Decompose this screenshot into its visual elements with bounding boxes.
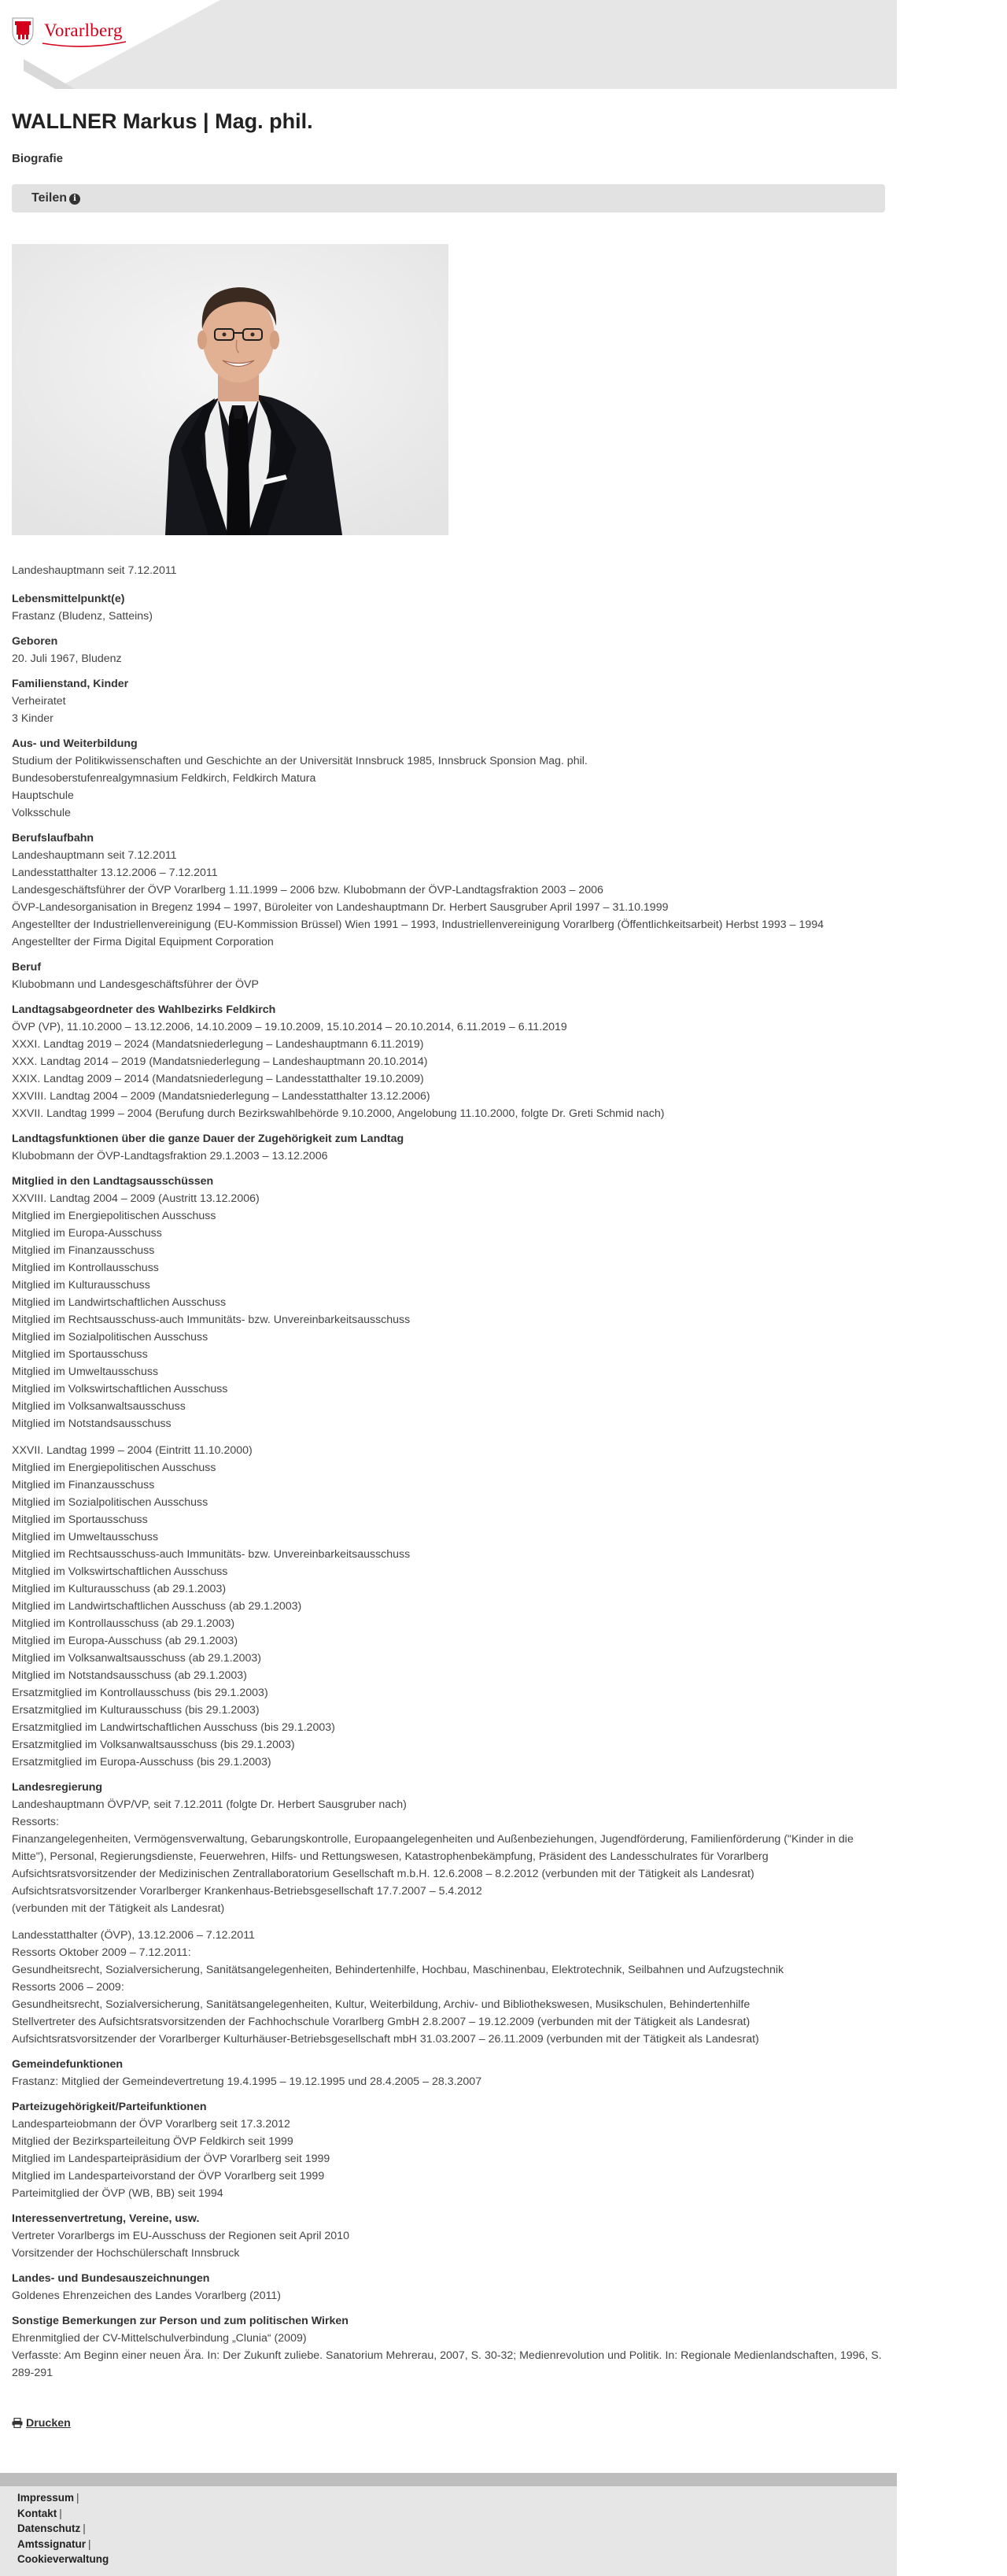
section-line: Mitglied im Notstandsausschuss: [12, 1417, 172, 1430]
section-line: Verfasste: Am Beginn einer neuen Ära. In: Der Zukunft zuliebe. Sanatorium Mehrerau, 2007, S. 30-32; Medienrevolution und Politik. In: Regionale Medienlandschaften, 1996, S. 289-291: [12, 2349, 882, 2379]
bio-section: [12, 633, 885, 667]
coat-of-arms-icon: [11, 16, 35, 46]
section-line: Landeshauptmann ÖVP/VP, seit 7.12.2011 (folgte Dr. Herbert Sausgruber nach): [12, 1798, 407, 1811]
section-line: Mitglied im Energiepolitischen Ausschuss: [12, 1210, 216, 1222]
section-line: ÖVP-Landesorganisation in Bregenz 1994 – 1997, Büroleiter von Landeshauptmann Dr. Herbert Sausgruber April 1997 – 31.10.1999: [12, 901, 669, 914]
section-line: Parteimitglied der ÖVP (WB, BB) seit 1994: [12, 2187, 223, 2200]
section-line: Aufsichtsratsvorsitzender der Medizinischen Zentrallaboratorium Gesellschaft m.b.H. 12.6.2008 – 8.2.2012 (verbunden mit der Tätigkeit als Landesrat): [12, 1868, 754, 1880]
section-line: Ressorts Oktober 2009 – 7.12.2011:: [12, 1946, 191, 1959]
share-label: Teilen: [31, 191, 68, 205]
section-line: Mitglied im Europa-Ausschuss: [12, 1227, 162, 1240]
print-label: Drucken: [26, 2417, 71, 2430]
biography: [12, 562, 885, 2389]
bio-section: [12, 2312, 885, 2382]
bio-section: [12, 1001, 885, 1122]
section-line: XXXI. Landtag 2019 – 2024 (Mandatsniederlegung – Landeshauptmann 6.11.2019): [12, 1038, 424, 1051]
section-line: Mitglied im Sportausschuss: [12, 1513, 148, 1526]
section-line: Angestellter der Industriellenvereinigung (EU-Kommission Brüssel) Wien 1991 – 1993, Industriellenvereinigung Vorarlberg (Öffentlichkeitsarbeit) Herbst 1993 – 1994: [12, 918, 824, 931]
section-line: Volksschule: [12, 807, 71, 819]
section-line: Mitglied im Notstandsausschuss (ab 29.1.2003): [12, 1669, 247, 1682]
section-heading: Beruf: [12, 961, 42, 974]
section-line: Ressorts:: [12, 1816, 59, 1828]
section-line: Mitglied im Landesparteipräsidium der ÖVP Vorarlberg seit 1999: [12, 2153, 330, 2165]
section-line: 3 Kinder: [12, 712, 53, 725]
section-line: Mitglied im Volkswirtschaftlichen Ausschuss: [12, 1383, 228, 1395]
bio-section: [12, 735, 885, 822]
logo-swoosh: [41, 41, 127, 49]
section-line: XXIX. Landtag 2009 – 2014 (Mandatsniederlegung – Landesstatthalter 19.10.2009): [12, 1073, 424, 1085]
footer-link-amtssignatur[interactable]: Amtssignatur: [17, 2537, 87, 2550]
section-line: Gesundheitsrecht, Sozialversicherung, Sanitätsangelegenheiten, Behindertenhilfe, Hochbau, Maschinenbau, Elektrotechnik, Seilbahnen und Aufzugstechnik: [12, 1964, 784, 1976]
footer-divider: [0, 2473, 897, 2486]
block-gap: [12, 1917, 885, 1927]
bio-section: [12, 2098, 885, 2202]
bio-section: [12, 590, 885, 625]
section-line: XXVIII. Landtag 2004 – 2009 (Austritt 13.12.2006): [12, 1192, 260, 1205]
section-line: Mitglied im Umweltausschuss: [12, 1531, 159, 1543]
section-line: Ersatzmitglied im Europa-Ausschuss (bis 29.1.2003): [12, 1756, 271, 1768]
footer-item-datenschutz: [17, 2521, 109, 2537]
page-title: WALLNER Markus | Mag. phil.: [12, 109, 313, 133]
section-line: Mitglied im Sozialpolitischen Ausschuss: [12, 1331, 208, 1343]
logo-text: Vorarlberg: [44, 20, 123, 40]
section-line: Mitglied im Kontrollausschuss: [12, 1262, 159, 1274]
section-line: Ersatzmitglied im Volksanwaltsausschuss (bis 29.1.2003): [12, 1739, 295, 1751]
section-line: Ehrenmitglied der CV-Mittelschulverbindung „Clunia“ (2009): [12, 2332, 307, 2345]
site-header: [0, 0, 897, 89]
section-line: Mitglied im Europa-Ausschuss (ab 29.1.2003): [12, 1635, 238, 1647]
section-line: Mitglied im Finanzausschuss: [12, 1479, 155, 1491]
section-heading: Aus- und Weiterbildung: [12, 737, 138, 750]
section-line: Landesgeschäftsführer der ÖVP Vorarlberg 1.11.1999 – 2006 bzw. Klubobmann der ÖVP-Landtagsfraktion 2003 – 2006: [12, 884, 603, 896]
section-heading: Parteizugehörigkeit/Parteifunktionen: [12, 2101, 207, 2113]
section-line: ÖVP (VP), 11.10.2000 – 13.12.2006, 14.10.2009 – 19.10.2009, 15.10.2014 – 20.10.2014, 6.11.2019 – 6.11.2019: [12, 1021, 567, 1033]
section-line: Hauptschule: [12, 789, 74, 802]
section-heading: Sonstige Bemerkungen zur Person und zum politischen Wirken: [12, 2315, 349, 2327]
print-icon: [12, 2418, 23, 2428]
section-line: Vorsitzender der Hochschülerschaft Innsbruck: [12, 2247, 240, 2260]
section-line: Klubobmann der ÖVP-Landtagsfraktion 29.1.2003 – 13.12.2006: [12, 1150, 328, 1162]
section-line: Mitglied im Umweltausschuss: [12, 1366, 159, 1378]
section-line: Ersatzmitglied im Landwirtschaftlichen Ausschuss (bis 29.1.2003): [12, 1721, 335, 1734]
footer-separator: |: [76, 2492, 79, 2504]
bio-section: [12, 2056, 885, 2090]
section-line: XXVII. Landtag 1999 – 2004 (Berufung durch Bezirkswahlbehörde 9.10.2000, Angelobung 11.10.2000, folgte Dr. Greti Schmid nach): [12, 1107, 665, 1120]
section-line: 20. Juli 1967, Bludenz: [12, 652, 122, 665]
footer-item-kontakt: [17, 2506, 109, 2522]
bio-section: [12, 1130, 885, 1165]
section-line: Mitglied im Rechtsausschuss-auch Immunitäts- bzw. Unvereinbarkeitsausschuss: [12, 1548, 411, 1561]
print-button[interactable]: [12, 2415, 71, 2432]
section-line: Mitglied im Volkswirtschaftlichen Ausschuss: [12, 1565, 228, 1578]
bio-section: [12, 830, 885, 951]
share-bar: [12, 184, 885, 213]
section-line: Mitglied im Finanzausschuss: [12, 1244, 155, 1257]
section-line: Landesstatthalter (ÖVP), 13.12.2006 – 7.12.2011: [12, 1929, 255, 1942]
section-line: Landesparteiobmann der ÖVP Vorarlberg seit 17.3.2012: [12, 2118, 290, 2131]
section-line: Mitglied der Bezirksparteileitung ÖVP Feldkirch seit 1999: [12, 2135, 293, 2148]
footer-link-cookieverwaltung[interactable]: Cookieverwaltung: [17, 2553, 109, 2565]
section-line: Frastanz (Bludenz, Satteins): [12, 610, 153, 623]
section-line: Landeshauptmann seit 7.12.2011: [12, 849, 177, 862]
section-line: XXVII. Landtag 1999 – 2004 (Eintritt 11.10.2000): [12, 1444, 253, 1457]
section-line: Mitglied im Kulturausschuss: [12, 1279, 150, 1292]
section-line: Aufsichtsratsvorsitzender der Vorarlberger Kulturhäuser-Betriebsgesellschaft mbH 31.03.2007 – 26.11.2009 (verbunden mit der Tätigkeit als Landesrat): [12, 2033, 759, 2046]
section-line: Goldenes Ehrenzeichen des Landes Vorarlberg (2011): [12, 2290, 282, 2302]
section-line: Mitglied im Volksanwaltsausschuss (ab 29.1.2003): [12, 1652, 262, 1665]
section-line: Mitglied im Volksanwaltsausschuss: [12, 1400, 186, 1413]
footer-separator: |: [88, 2537, 91, 2550]
section-line: (verbunden mit der Tätigkeit als Landesrat): [12, 1902, 225, 1915]
footer-separator: |: [59, 2507, 62, 2519]
section-line: Ressorts 2006 – 2009:: [12, 1981, 124, 1994]
footer-item-amtssignatur: [17, 2537, 109, 2552]
footer-link-impressum[interactable]: Impressum: [17, 2492, 75, 2504]
section-line: Gesundheitsrecht, Sozialversicherung, Sanitätsangelegenheiten, Kultur, Weiterbildung, Archiv- und Bibliothekswesen, Musikschulen, Behindertenhilfe: [12, 1998, 751, 2011]
block-gap: [12, 1432, 885, 1442]
bio-lead: Landeshauptmann seit 7.12.2011: [12, 564, 177, 577]
footer-item-impressum: [17, 2490, 109, 2506]
section-line: Stellvertreter des Aufsichtsratsvorsitzenden der Fachhochschule Vorarlberg GmbH 2.8.2007 – 19.12.2009 (verbunden mit der Tätigkeit als Landesrat): [12, 2016, 751, 2028]
footer-link-datenschutz[interactable]: Datenschutz: [17, 2522, 81, 2534]
section-line: Mitglied im Sozialpolitischen Ausschuss: [12, 1496, 208, 1509]
info-icon: i: [69, 194, 80, 205]
bio-section: [12, 2270, 885, 2304]
bio-section: [12, 1173, 885, 1771]
bio-section: [12, 675, 885, 727]
section-heading: Landtagsabgeordneter des Wahlbezirks Feldkirch: [12, 1003, 276, 1016]
section-line: Studium der Politikwissenschaften und Geschichte an der Universität Innsbruck 1985, Innsbruck Sponsion Mag. phil.: [12, 755, 588, 767]
section-line: Landesstatthalter 13.12.2006 – 7.12.2011: [12, 867, 218, 879]
footer-links: [17, 2490, 109, 2567]
section-line: Klubobmann und Landesgeschäftsführer der ÖVP: [12, 978, 259, 991]
section-line: Aufsichtsratsvorsitzender Vorarlberger Krankenhaus-Betriebsgesellschaft 17.7.2007 – 5.4.2012: [12, 1885, 482, 1898]
section-heading: Familienstand, Kinder: [12, 678, 129, 690]
section-heading: Geboren: [12, 635, 58, 648]
section-line: Mitglied im Rechtsausschuss-auch Immunitäts- bzw. Unvereinbarkeitsausschuss: [12, 1314, 411, 1326]
section-line: Mitglied im Landesparteivorstand der ÖVP Vorarlberg seit 1999: [12, 2170, 325, 2182]
footer-separator: |: [83, 2522, 86, 2534]
section-heading: Berufslaufbahn: [12, 832, 94, 844]
section-heading: Landesregierung: [12, 1781, 103, 1794]
footer-item-cookieverwaltung: [17, 2552, 109, 2567]
section-heading: Interessenvertretung, Vereine, usw.: [12, 2212, 200, 2225]
portrait-illustration: [12, 244, 448, 535]
bio-section: [12, 2210, 885, 2262]
section-heading: Mitglied in den Landtagsausschüssen: [12, 1175, 214, 1188]
footer-link-kontakt[interactable]: Kontakt: [17, 2507, 57, 2519]
section-line: Vertreter Vorarlbergs im EU-Ausschuss der Regionen seit April 2010: [12, 2230, 349, 2242]
section-heading: Landtagsfunktionen über die ganze Dauer der Zugehörigkeit zum Landtag: [12, 1133, 404, 1145]
vorarlberg-logo[interactable]: [11, 11, 129, 47]
section-heading: Lebensmittelpunkt(e): [12, 593, 125, 605]
section-line: XXX. Landtag 2014 – 2019 (Mandatsniederlegung – Landeshauptmann 20.10.2014): [12, 1055, 428, 1068]
section-line: Mitglied im Kontrollausschuss (ab 29.1.2003): [12, 1617, 235, 1630]
section-line: Mitglied im Landwirtschaftlichen Ausschuss: [12, 1296, 227, 1309]
site-footer: [0, 2486, 897, 2576]
share-button[interactable]: [31, 190, 80, 207]
section-line: Mitglied im Kulturausschuss (ab 29.1.2003): [12, 1583, 227, 1595]
section-line: XXVIII. Landtag 2004 – 2009 (Mandatsniederlegung – Landesstatthalter 13.12.2006): [12, 1090, 430, 1103]
section-line: Mitglied im Energiepolitischen Ausschuss: [12, 1462, 216, 1474]
section-line: Verheiratet: [12, 695, 66, 708]
section-heading: Gemeindefunktionen: [12, 2058, 124, 2071]
section-line: Bundesoberstufenrealgymnasium Feldkirch, Feldkirch Matura: [12, 772, 316, 785]
section-line: Mitglied im Sportausschuss: [12, 1348, 148, 1361]
section-line: Finanzangelegenheiten, Vermögensverwaltung, Gebarungskontrolle, Europaangelegenheiten und Außenbeziehungen, Jugendförderung, Familienförderung ("Kinder in die Mitte"), Personal, Regierungsdienste, Feuerwehren, Hilfs- und Rettungswesen, Katastrophenbekämpfung, Präsident des Landesschulrates für Vorarlberg: [12, 1833, 854, 1863]
section-line: Ersatzmitglied im Kontrollausschuss (bis 29.1.2003): [12, 1687, 268, 1699]
bio-section: [12, 1779, 885, 2048]
section-line: Angestellter der Firma Digital Equipment Corporation: [12, 936, 274, 948]
bio-section: [12, 959, 885, 993]
section-line: Frastanz: Mitglied der Gemeindevertretung 19.4.1995 – 19.12.1995 und 28.4.2005 – 28.3.2007: [12, 2075, 482, 2088]
section-heading: Landes- und Bundesauszeichnungen: [12, 2272, 210, 2285]
portrait-photo: [12, 244, 448, 535]
page-subtitle: Biografie: [12, 152, 64, 165]
section-line: Ersatzmitglied im Kulturausschuss (bis 29.1.2003): [12, 1704, 260, 1717]
section-line: Mitglied im Landwirtschaftlichen Ausschuss (ab 29.1.2003): [12, 1600, 302, 1613]
